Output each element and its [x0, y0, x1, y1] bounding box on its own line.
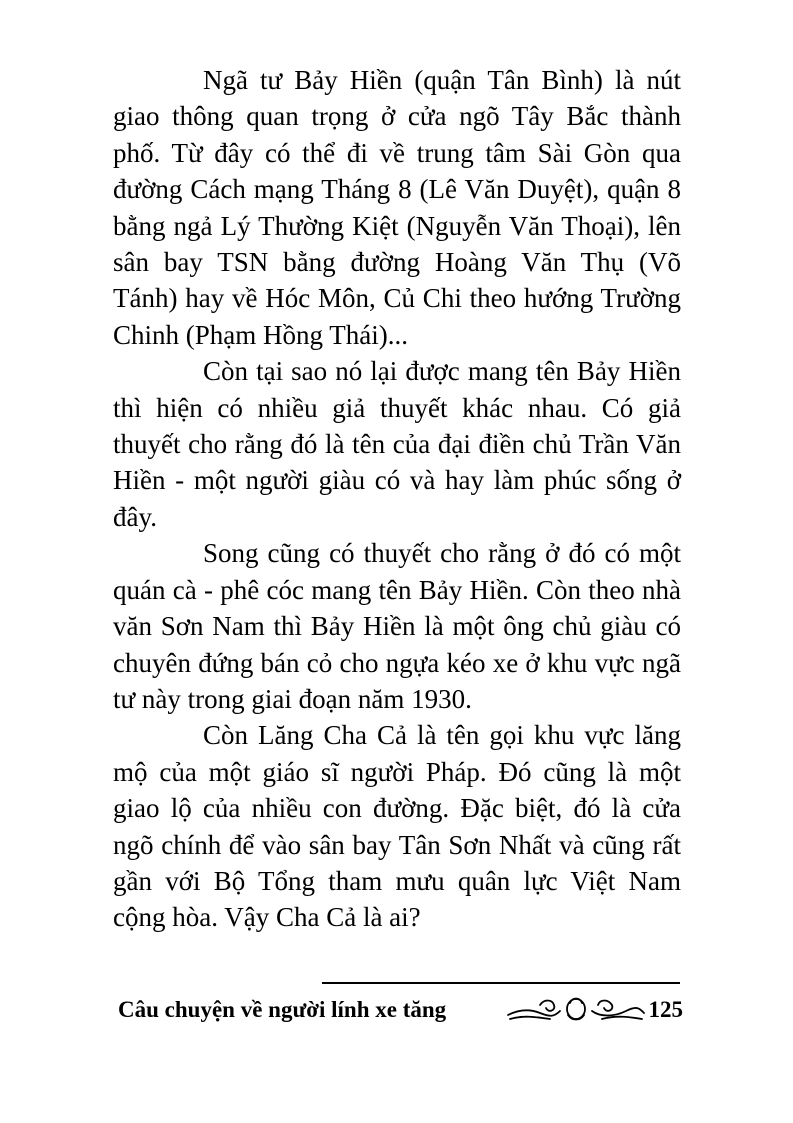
body-text [113, 62, 681, 936]
footer-rule [322, 982, 680, 984]
paragraph-4: Còn Lăng Cha Cả là tên gọi khu vực lăng mộ của một giáo sĩ người Pháp. Đó cũng là một giao lộ của nhiều con đường. Đặc biệt, đó là cửa ngõ chính để vào sân bay Tân Sơn Nhất và cũng rất gần với Bộ Tổng tham mưu quân lực Việt Nam cộng hòa. Vậy Cha Cả là ai? [113, 720, 681, 933]
page-footer [118, 993, 683, 1027]
page-number: 125 [648, 997, 683, 1022]
paragraph-1: Ngã tư Bảy Hiền (quận Tân Bình) là nút giao thông quan trọng ở cửa ngõ Tây Bắc thành phố. Từ đây có thể đi về trung tâm Sài Gòn qua đường Cách mạng Tháng 8 (Lê Văn Duyệt), quận 8 bằng ngả Lý Thường Kiệt (Nguyễn Văn Thoại), lên sân bay TSN bằng đường Hoàng Văn Thụ (Võ Tánh) hay về Hóc Môn, Củ Chi theo hướng Trường Chinh (Phạm Hồng Thái)... [113, 65, 681, 350]
paragraph-2: Còn tại sao nó lại được mang tên Bảy Hiền thì hiện có nhiều giả thuyết khác nhau. Có giả thuyết cho rằng đó là tên của đại điền chủ Trần Văn Hiền - một người giàu có và hay làm phúc sống ở đây. [113, 356, 681, 532]
paragraph-3: Song cũng có thuyết cho rằng ở đó có một quán cà - phê cóc mang tên Bảy Hiền. Còn theo nhà văn Sơn Nam thì Bảy Hiền là một ông chủ giàu có chuyên đứng bán cỏ cho ngựa kéo xe ở khu vực ngã tư này trong giai đoạn năm 1930. [113, 538, 681, 714]
decorative-flourish-icon [506, 995, 646, 1025]
running-title: Câu chuyện về người lính xe tăng [118, 997, 447, 1022]
